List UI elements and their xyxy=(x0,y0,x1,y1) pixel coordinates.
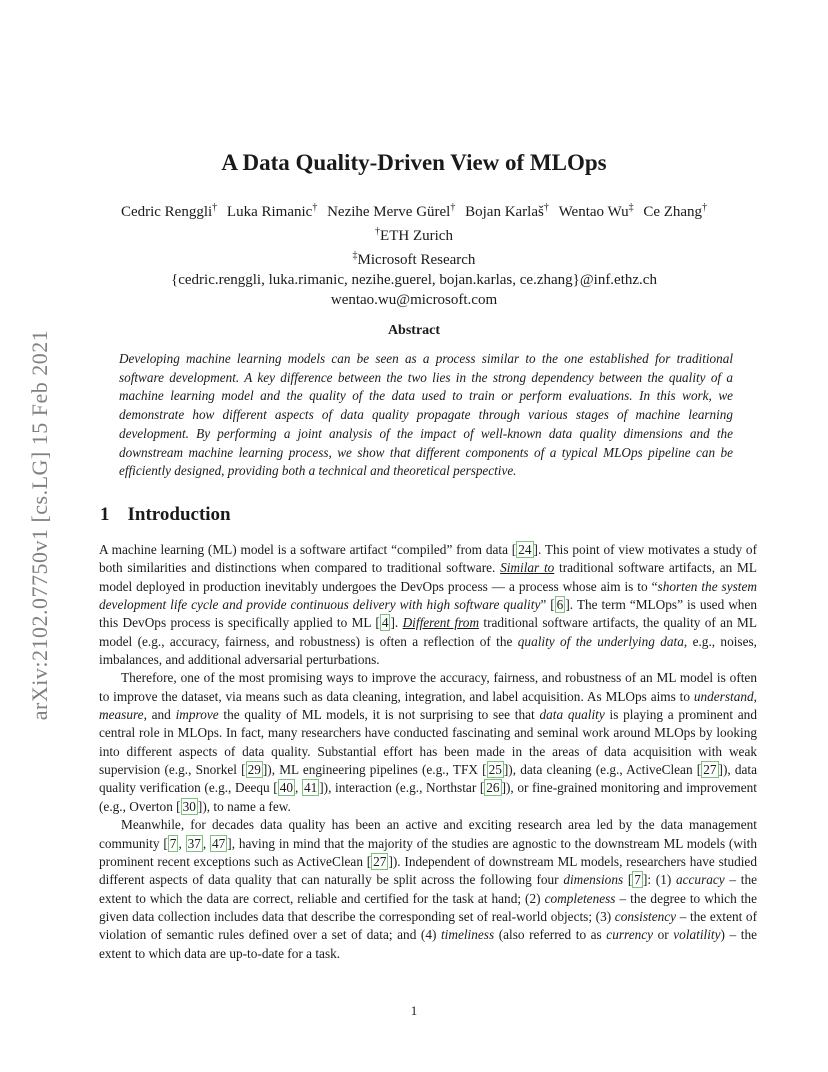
author: Luka Rimanic† xyxy=(226,202,318,220)
arxiv-sidebar-stamp xyxy=(20,290,60,760)
paragraph: Meanwhile, for decades data quality has been an active and exciting research area led by the data management community [ 7 , 37 , 47 ], having in mind that the majority of the studies are agnostic to the downstream ML models (with prominent recent exceptions such as ActiveClean [ 27 ]). Independent of downstream ML models, researchers have studied different aspects of data quality that can naturally be split across the following four dimensions [ 7 ]: (1) accuracy – the extent to which the data are correct, reliable and certified for the task at hand; (2) completeness – the degree to which the given data collection includes data that describe the corresponding set of real-world objects; (3) consistency – the extent of violation of semantic rules defined over a set of data; and (4) timeliness (also referred to as currency or volatility) – the extent to which data are up-to-date for a task. xyxy=(99,817,758,961)
author: Bojan Karlaš† xyxy=(465,202,549,220)
citation-link[interactable]: 6 xyxy=(556,597,564,613)
citation-link[interactable]: 7 xyxy=(169,835,177,851)
citation-link[interactable]: 24 xyxy=(518,542,532,557)
abstract-text: Developing machine learning models can be seen as a process similar to the one established for traditional software development. A key difference between the two lies in the strong dependency between the quality of a machine learning model and the quality of the data used to train or perform evaluations. In this work, we demonstrate how different aspects of data quality propagate through various stages of machine learning development. By performing a joint analysis of the impact of well-known data quality dimensions and the downstream machine learning process, we show that different components of a typical MLOps pipeline can be efficiently designed, providing both a technical and theoretical perspective. xyxy=(119,351,733,479)
citation-link[interactable]: 27 xyxy=(373,853,387,869)
citation-link[interactable]: 30 xyxy=(182,798,196,814)
emphasis-underlined: Similar to xyxy=(500,560,555,576)
paragraph: Therefore, one of the most promising ways to improve the accuracy, fairness, and robustness of an ML model is often to improve the dataset, via means such as data cleaning, integration, and label acquisition. As MLOps aims to understand, measure, and improve the quality of ML models, it is not surprising to see that data quality is playing a prominent and central role in MLOps. In fact, many researchers have conducted fascinating and seminal work around MLOps by looking into different aspects of data quality. Substantial effort has been made in the areas of data acquisition with weak supervision (e.g., Snorkel [ 29 ]), ML engineering pipelines (e.g., TFX [ 25 ]), data cleaning (e.g., ActiveClean [ 27 ]), data quality verification (e.g., Deequ [ 40 , 41 ]), interaction (e.g., Northstar [ 26 ]), or fine-grained monitoring and improvement (e.g., Overton [ 30 ]), to name a few. xyxy=(99,670,758,814)
citation-link[interactable]: 41 xyxy=(303,780,318,796)
emphasis-underlined: Different from xyxy=(402,615,480,631)
paragraph: A machine learning (ML) model is a software artifact “compiled” from data [ 24 ]. This point of view motivates a study of both similarities and distinctions when compared to traditional software. Similar to traditional software artifacts, an ML model deployed in production inevitably undergoes the DevOps process — a process whose aim is to “shorten the system development life cycle and provide continuous delivery with high software quality” [ 6 ]. The term “MLOps” is used when this DevOps process is specifically applied to ML [ 4 ]. Different from traditional software artifacts, the quality of an ML model (e.g., accuracy, fairness, and robustness) is often a reflection of the quality of the underlying data, e.g., noises, imbalances, and additional adversarial perturbations. xyxy=(99,542,757,668)
citation-link[interactable]: 29 xyxy=(247,762,261,778)
author: Wentao Wu‡ xyxy=(558,202,634,220)
arxiv-identifier: arXiv:2102.07750v1 [cs.LG] 15 Feb 2021 xyxy=(27,329,52,721)
citation-link[interactable]: 37 xyxy=(187,835,201,851)
page-number: 1 xyxy=(410,1003,418,1018)
affiliation: †ETH Zurich xyxy=(375,226,453,244)
citation-link[interactable]: 47 xyxy=(212,835,226,851)
affiliation: ‡Microsoft Research xyxy=(352,250,476,268)
citation-link[interactable]: 4 xyxy=(381,615,389,631)
introduction-body xyxy=(99,541,757,963)
paper-title: A Data Quality-Driven View of MLOps xyxy=(221,150,607,175)
citation-link[interactable]: 26 xyxy=(486,780,500,796)
author: Cedric Renggli† xyxy=(120,202,218,220)
author: Nezihe Merve Gürel† xyxy=(327,202,456,220)
section-number: 1 xyxy=(100,504,110,525)
section-heading xyxy=(100,504,231,526)
abstract-heading: Abstract xyxy=(387,323,441,338)
abstract-body xyxy=(119,350,733,481)
email-line: {cedric.renggli, luka.rimanic, nezihe.guerel, bojan.karlas, ce.zhang}@inf.ethz.ch xyxy=(171,272,657,288)
citation-link[interactable]: 25 xyxy=(488,762,502,778)
citation-link[interactable]: 27 xyxy=(703,762,717,778)
author-block xyxy=(0,198,828,310)
citation-link[interactable]: 40 xyxy=(279,780,293,796)
author: Ce Zhang† xyxy=(643,202,708,220)
author-list xyxy=(0,198,828,222)
citation-link[interactable]: 7 xyxy=(634,872,641,888)
section-title: Introduction xyxy=(127,504,231,525)
email-line: wentao.wu@microsoft.com xyxy=(330,292,498,308)
